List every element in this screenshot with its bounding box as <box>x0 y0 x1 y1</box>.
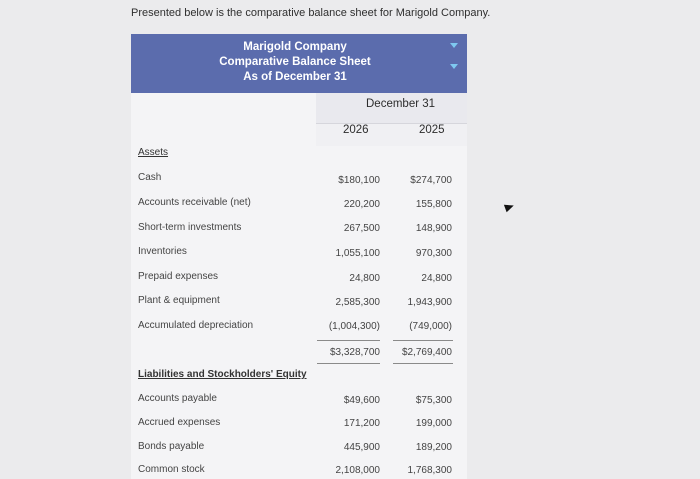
value-2025: 148,900 <box>415 223 452 234</box>
mouse-cursor-icon <box>504 202 515 213</box>
row-label: Cash <box>138 172 162 183</box>
value-2026: 445,900 <box>343 442 380 453</box>
sheet-date: As of December 31 <box>243 71 347 83</box>
subtotal-rule <box>393 340 453 341</box>
value-2026: 267,500 <box>343 223 380 234</box>
value-2026: 1,055,100 <box>335 248 380 259</box>
expand-arrow-icon[interactable] <box>450 64 458 69</box>
value-2025: 24,800 <box>421 273 452 284</box>
row-label: Accrued expenses <box>138 417 221 428</box>
total-2025: $2,769,400 <box>401 347 452 358</box>
row-label: Inventories <box>138 246 187 257</box>
year-2025-header: 2025 <box>419 124 445 136</box>
total-2026: $3,328,700 <box>329 347 380 358</box>
value-2025: 155,800 <box>415 199 452 210</box>
company-name: Marigold Company <box>243 41 347 53</box>
liabilities-heading: Liabilities and Stockholders' Equity <box>138 369 307 380</box>
value-2025: $75,300 <box>415 395 452 406</box>
expand-arrow-icon[interactable] <box>450 43 458 48</box>
value-2026: 2,108,000 <box>335 465 380 476</box>
december-label: December 31 <box>366 98 436 110</box>
subtotal-rule <box>317 340 380 341</box>
total-double-rule <box>393 363 453 364</box>
intro-text: Presented below is the comparative balance sheet for Marigold Company. <box>131 7 491 19</box>
value-2026: 220,200 <box>343 199 380 210</box>
value-2026: (1,004,300) <box>328 321 380 332</box>
row-label: Accounts receivable (net) <box>138 197 251 208</box>
value-2026: 24,800 <box>349 273 380 284</box>
balance-sheet <box>131 34 467 479</box>
balance-grid <box>131 93 467 479</box>
sheet-header <box>131 34 467 93</box>
value-2025: (749,000) <box>409 321 452 332</box>
assets-heading: Assets <box>138 147 169 158</box>
column-group-header <box>316 93 467 123</box>
sheet-title: Comparative Balance Sheet <box>219 56 371 68</box>
value-2025: 1,768,300 <box>407 465 452 476</box>
value-2025: 1,943,900 <box>407 297 452 308</box>
row-label: Accounts payable <box>138 393 217 404</box>
value-2026: $49,600 <box>343 395 380 406</box>
year-2026-header: 2026 <box>343 124 369 136</box>
row-label: Short-term investments <box>138 222 242 233</box>
value-2025: $274,700 <box>410 175 452 186</box>
value-2025: 199,000 <box>415 418 452 429</box>
row-label: Prepaid expenses <box>138 271 219 282</box>
value-2026: $180,100 <box>338 175 380 186</box>
row-label: Common stock <box>138 464 205 475</box>
value-2025: 189,200 <box>415 442 452 453</box>
row-label: Bonds payable <box>138 441 205 452</box>
value-2026: 171,200 <box>343 418 380 429</box>
value-2025: 970,300 <box>415 248 452 259</box>
row-label: Accumulated depreciation <box>138 320 254 331</box>
row-label: Plant & equipment <box>138 295 220 306</box>
total-double-rule <box>317 363 380 364</box>
value-2026: 2,585,300 <box>335 297 380 308</box>
